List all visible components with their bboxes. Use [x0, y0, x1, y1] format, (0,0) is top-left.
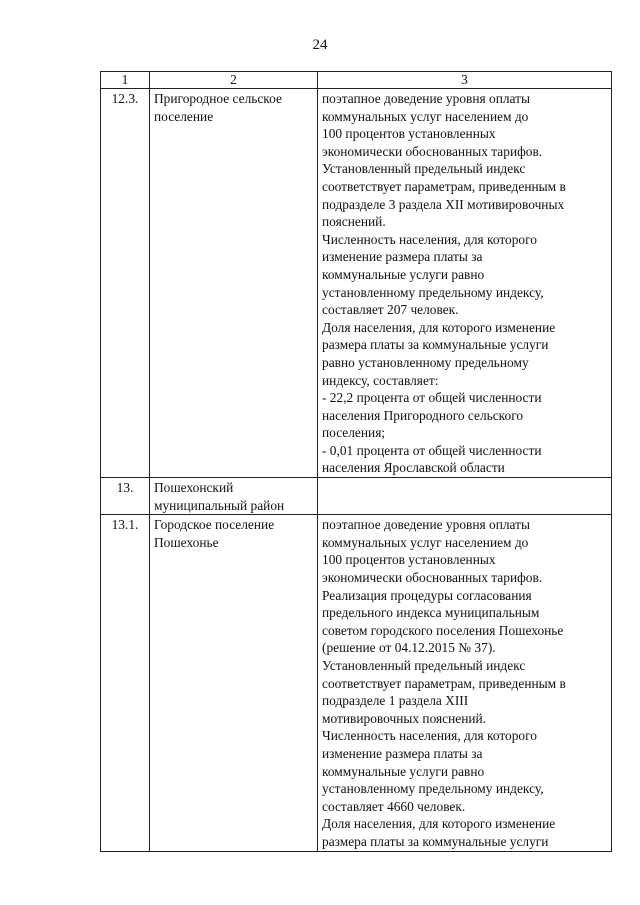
row-entity-name	[150, 478, 318, 515]
description-line: Доля населения, для которого изменение	[322, 816, 556, 832]
description-line: Доля населения, для которого изменение	[322, 319, 556, 335]
description-line: составляет 207 человек.	[322, 302, 459, 318]
entity-name-line: Городское поселение	[154, 517, 275, 533]
description-line: 100 процентов установленных	[322, 126, 496, 142]
table-row	[101, 478, 612, 515]
description-line: - 0,01 процента от общей численности	[322, 442, 542, 458]
description-line: предельного индекса муниципальным	[322, 605, 540, 621]
row-description	[318, 478, 612, 515]
row-entity-name	[150, 515, 318, 851]
document-table	[100, 71, 612, 852]
description-line: - 22,2 процента от общей численности	[322, 390, 542, 406]
row-number: 13.1.	[101, 515, 150, 851]
row-number: 12.3.	[101, 89, 150, 478]
page-number: 24	[312, 37, 328, 53]
description-line: поэтапное доведение уровня оплаты	[322, 517, 531, 533]
entity-name-line: муниципальный район	[154, 497, 285, 513]
description-line: пояснений.	[322, 214, 386, 230]
row-description	[318, 515, 612, 851]
description-line: размера платы за коммунальные услуги	[322, 833, 549, 849]
description-line: размера платы за коммунальные услуги	[322, 337, 549, 353]
entity-name-line: Пошехонский	[154, 480, 234, 496]
description-line: экономически обоснованных тарифов.	[322, 570, 543, 586]
entity-name-line: Пригородное сельское	[154, 91, 282, 106]
table-row	[101, 89, 612, 478]
description-line: соответствует параметрам, приведенным в	[322, 178, 566, 194]
description-line: советом городского поселения Пошехонье	[322, 622, 564, 638]
description-line: изменение размера платы за	[322, 745, 483, 761]
entity-name-line: поселение	[154, 108, 214, 124]
description-line: коммунальные услуги равно	[322, 763, 485, 779]
header-col-3: 3	[318, 72, 612, 89]
header-col-2: 2	[150, 72, 318, 89]
description-line: (решение от 04.12.2015 № 37).	[322, 640, 496, 656]
description-line: мотивировочных пояснений.	[322, 710, 487, 726]
description-line: коммунальных услуг населением до	[322, 108, 529, 124]
description-line: Установленный предельный индекс	[322, 658, 526, 673]
row-number: 13.	[101, 478, 150, 515]
description-line: поселения;	[322, 425, 386, 441]
entity-name-line: Пошехонье	[154, 534, 219, 550]
description-line: подразделе 3 раздела XII мотивировочных	[322, 196, 565, 212]
description-line: Численность населения, для которого	[322, 231, 537, 247]
row-description	[318, 89, 612, 478]
description-line: изменение размера платы за	[322, 249, 483, 265]
description-line: Численность населения, для которого	[322, 728, 537, 744]
description-line: населения Ярославской области	[322, 460, 505, 476]
description-line: подразделе 1 раздела XIII	[322, 693, 469, 709]
description-line: 100 процентов установленных	[322, 552, 496, 568]
description-line: индексу, составляет:	[322, 372, 439, 388]
header-col-1: 1	[101, 72, 150, 89]
description-line: поэтапное доведение уровня оплаты	[322, 91, 531, 106]
description-line: Реализация процедуры согласования	[322, 587, 532, 603]
description-line: установленному предельному индексу,	[322, 284, 544, 300]
table-row	[101, 515, 612, 851]
description-line: коммунальных услуг населением до	[322, 534, 529, 550]
description-line: соответствует параметрам, приведенным в	[322, 675, 566, 691]
description-line: установленному предельному индексу,	[322, 781, 544, 797]
description-line: составляет 4660 человек.	[322, 798, 466, 814]
description-line: коммунальные услуги равно	[322, 266, 485, 282]
description-line: населения Пригородного сельского	[322, 407, 524, 423]
description-line: Установленный предельный индекс	[322, 161, 526, 177]
description-line: равно установленному предельному	[322, 354, 529, 370]
row-entity-name	[150, 89, 318, 478]
table-header-row	[101, 72, 612, 89]
description-line: экономически обоснованных тарифов.	[322, 143, 543, 159]
